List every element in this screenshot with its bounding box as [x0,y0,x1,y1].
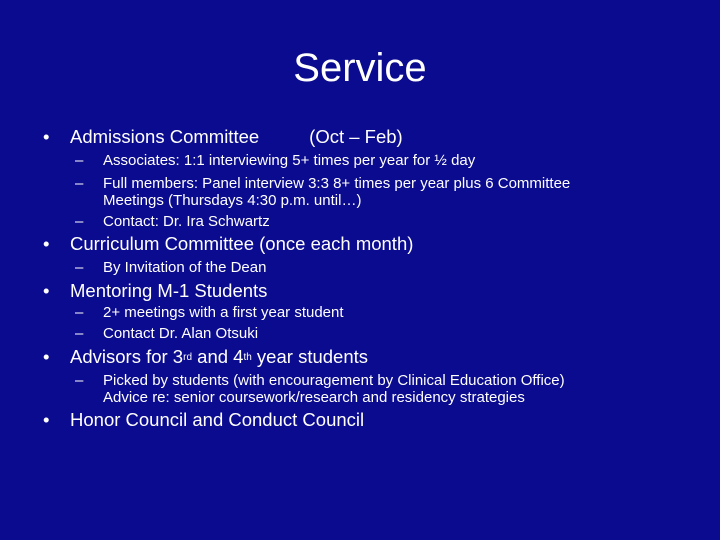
sub-bullet-text: Associates: 1:1 interviewing 5+ times per year for ½ day [103,152,476,169]
dash-icon: – [75,372,84,389]
bullet-icon: • [43,233,50,254]
dash-icon: – [75,152,84,169]
bullet-text: Curriculum Committee (once each month) [70,233,414,254]
bullet-icon: • [43,280,50,301]
sub-bullet-text: Full members: Panel interview 3:3 8+ times per year plus 6 Committee Meetings (Thursdays 4:30 p.m. until…) [103,175,571,209]
dash-icon: – [75,175,84,192]
sub-bullet-text: Contact Dr. Alan Otsuki [103,325,259,342]
sub-bullet-text: 2+ meetings with a first year student [103,304,344,321]
bullet-icon: • [43,126,50,147]
bullet-text: Admissions Committee [70,126,260,147]
bullet-icon: • [43,346,50,367]
sub-bullet-text: Contact: Dr. Ira Schwartz [103,213,270,230]
bullet-text: Honor Council and Conduct Council [70,409,365,430]
bullet-text: Advisors for 3rd and 4th year students [70,346,368,367]
dash-icon: – [75,213,84,230]
bullet-date-range: (Oct – Feb) [309,126,403,147]
dash-icon: – [75,304,84,321]
sub-bullet-text: Picked by students (with encouragement by Clinical Education Office) Advice re: senior coursework/research and residency strategies [103,372,565,406]
bullet-text: Mentoring M-1 Students [70,280,268,301]
dash-icon: – [75,325,84,342]
slide-title: Service [293,46,427,90]
bullet-icon: • [43,409,50,430]
dash-icon: – [75,259,84,276]
sub-bullet-text: By Invitation of the Dean [103,259,267,276]
